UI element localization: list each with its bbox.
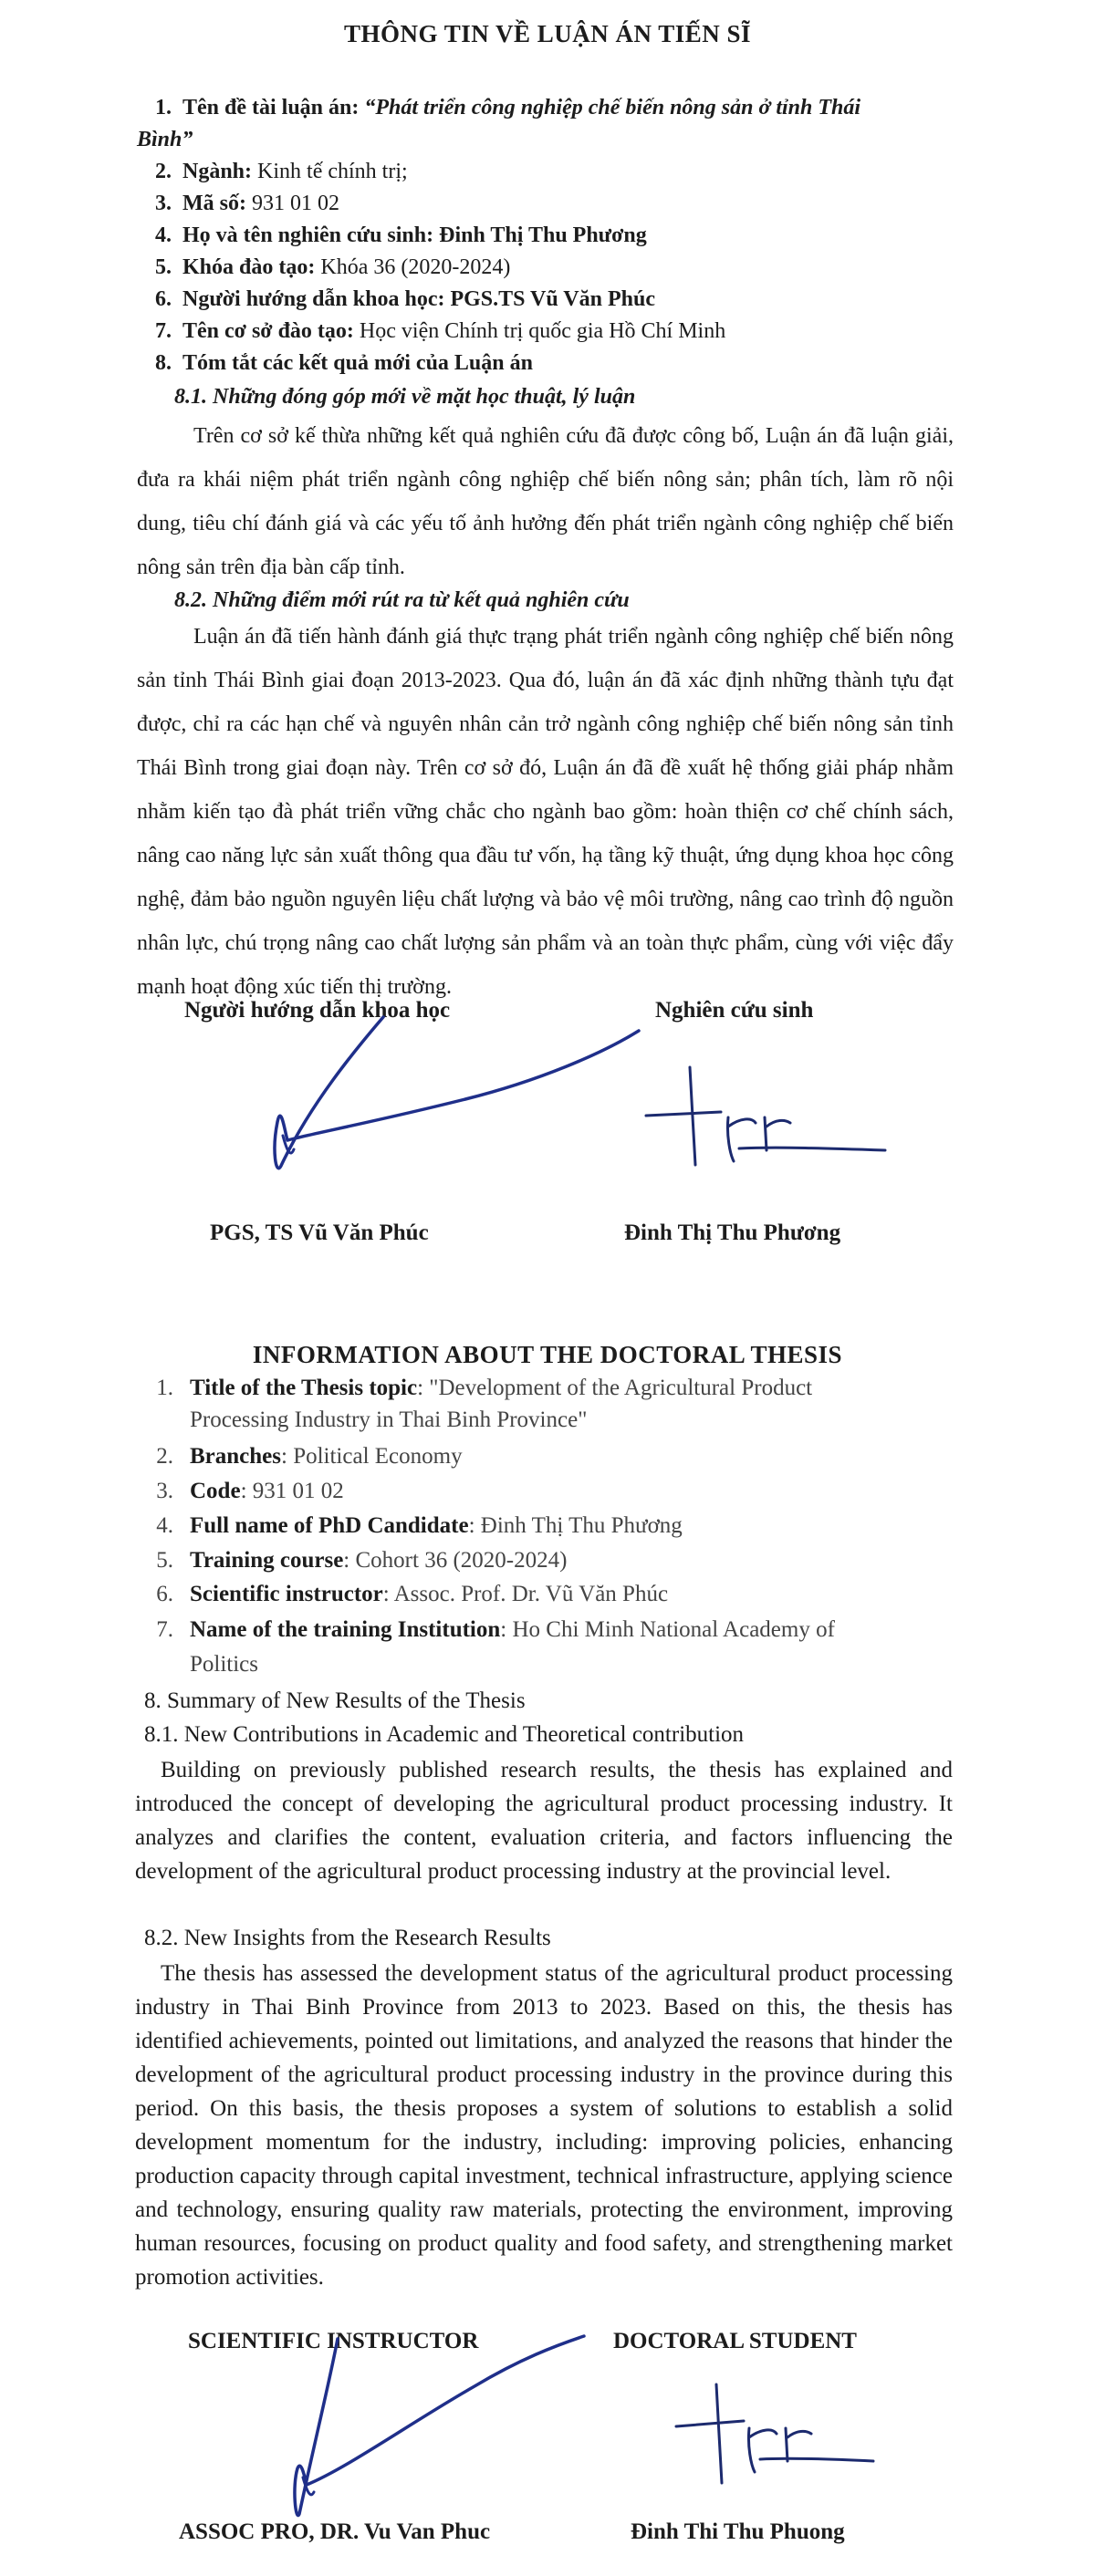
en-signature-right-title: DOCTORAL STUDENT (613, 2329, 857, 2353)
en-subheading-8-1: 8.1. New Contributions in Academic and Theoretical contribution (144, 1722, 745, 1747)
vi-signature-right-title: Nghiên cứu sinh (655, 998, 814, 1023)
en-paragraph-1: Building on previously published research results, the thesis has explained and introduced the concept of developing the agricultural product processing industry. It analyzes and clarifies the content, evaluation criteria, and factors influencing the development of the agricultural product processing industry at the provincial level. (135, 1758, 953, 1884)
en-item-1-cont: Processing Industry in Thai Binh Province" (190, 1407, 588, 1432)
signature-instructor (246, 1013, 657, 1186)
signature-instructor-copy (265, 2332, 593, 2523)
vi-signature-right-name: Đinh Thị Thu Phương (624, 1220, 841, 1245)
vi-heading: THÔNG TIN VỀ LUẬN ÁN TIẾN SĨ (343, 20, 752, 47)
signature-candidate-copy (671, 2381, 881, 2490)
vi-paragraph-2: Luận án đã tiến hành đánh giá thực trạng phát triển ngành công nghiệp chế biến nông sản tỉnh Thái Bình giai đoạn 2013-2023. Qua đó, luận án đã xác định những thành tựu đạt được, chỉ ra các hạn chế và nguyên nhân cản trở ngành công nghiệp chế biến nông sản tỉnh Thái Bình trong giai đoạn này. Trên cơ sở đó, Luận án đã đề xuất hệ thống giải pháp nhằm nhằm kiến tạo đà phát triển vững chắc cho ngành bao gồm: hoàn thiện cơ chế chính sách, nâng cao năng lực sản xuất thông qua đầu tư vốn, hạ tầng kỹ thuật, ứng dụng khoa học công nghệ, đảm bảo nguồn nguyên liệu chất lượng và bảo vệ môi trường, nâng cao trình độ nguồn nhân lực, chú trọng nâng cao chất lượng sản phẩm và an toàn thực phẩm, cùng với việc đẩy mạnh hoạt động xúc tiến thị trường. (137, 625, 954, 999)
signature-candidate (639, 1063, 894, 1172)
vi-subheading-8-2: 8.2. Những điểm mới rút ra từ kết quả nghiên cứu (174, 588, 630, 612)
en-item-8: 8. Summary of New Results of the Thesis (144, 1688, 526, 1713)
vi-subheading-8-1: 8.1. Những đóng góp mới về mặt học thuật, lý luận (174, 385, 636, 409)
en-item-7-cont: Politics (190, 1652, 259, 1677)
en-subheading-8-2: 8.2. New Insights from the Research Results (144, 1926, 551, 1950)
en-signature-left-title: SCIENTIFIC INSTRUCTOR (188, 2329, 479, 2353)
en-signature-right-name: Đinh Thi Thu Phuong (631, 2519, 845, 2544)
vi-paragraph-1: Trên cơ sở kế thừa những kết quả nghiên cứu đã được công bố, Luận án đã luận giải, đưa ra khái niệm phát triển ngành công nghiệp chế biến nông sản; phân tích, làm rõ nội dung, tiêu chí đánh giá và các yếu tố ảnh hưởng đến phát triển ngành công nghiệp chế biến nông sản trên địa bàn cấp tỉnh. (137, 424, 954, 579)
en-signature-left-name: ASSOC PRO, DR. Vu Van Phuc (179, 2519, 491, 2544)
vi-item-1-cont: Bình” (137, 128, 193, 151)
en-heading: INFORMATION ABOUT THE DOCTORAL THESIS (252, 1341, 843, 1368)
en-paragraph-2: The thesis has assessed the development status of the agricultural product processing industry in Thai Binh Province from 2013 to 2023. Based on this, the thesis has identified achievements, pointed out limitations, and analyzed the reasons that hinder the development of the agricultural product processing industry in the province during this period. On this basis, the thesis proposes a system of solutions to establish a solid development momentum for the industry, including: improving policies, enhancing production capacity through capital investment, technical infrastructure, applying science and technology, ensuring quality raw materials, protecting the environment, improving human resources, focusing on product quality and food safety, and strengthening market promotion activities. (135, 1961, 953, 2290)
document-page: THÔNG TIN VỀ LUẬN ÁN TIẾN SĨ 1. Tên đề tài luận án: “Phát triển công nghiệp chế biến nông sản ở tỉnh Thái Bình” 2. Ngành: Kinh tế chính trị; 3. Mã số: 931 01 02 4. Họ và tên nghiên cứu sinh: Đinh Thị Thu Phương 5. Khóa đào tạo: Khóa 36 (2020-2024) 6. Người hướng dẫn khoa học: PGS.TS Vũ Văn Phúc 7. Tên cơ sở đào tạo: Học viện Chính trị quốc gia Hồ Chí Minh 8. Tóm tắt các kết quả mới của Luận án 8.1. Những đóng góp mới về mặt học thuật, lý luận Trên cơ sở kế thừa những kết quả nghiên cứu đã được công bố, Luận án đã luận giải, đưa ra khái niệm phát triển ngành công nghiệp chế biến nông sản; phân tích, làm rõ nội dung, tiêu chí đánh giá và các yếu tố ảnh hưởng đến phát triển ngành công nghiệp chế biến nông sản trên địa bàn cấp tỉnh. 8.2. Những điểm mới rút ra từ kết quả nghiên cứu Luận án đã tiến hành đánh giá thực trạng phát triển ngành công nghiệp chế biến nông sản tỉnh Thái Bình giai đoạn 2013-2023. Qua đó, luận án đã xác định những thành tựu đạt được, chỉ ra các hạn chế và nguyên nhân cản trở ngành công nghiệp chế biến nông sản tỉnh Thái Bình trong giai đoạn này. Trên cơ sở đó, Luận án đã đề xuất hệ thống giải pháp nhằm nhằm kiến tạo đà phát triển vững chắc cho ngành bao gồm: hoàn thiện cơ chế chính sách, nâng cao năng lực sản xuất thông qua đầu tư vốn, hạ tầng kỹ thuật, ứng dụng khoa học công nghệ, đảm bảo nguồn nguyên liệu chất lượng và bảo vệ môi trường, nâng cao trình độ nguồn nhân lực, chú trọng nâng cao chất lượng sản phẩm và an toàn thực phẩm, cùng với việc đẩy mạnh hoạt động xúc tiến thị trường. Người hướng dẫn khoa học Nghiên cứu sinh PGS, TS Vũ Văn Phúc Đinh Thị Thu Phương INFORMATION ABOUT THE DOCTORAL THESIS 1. Title of the Thesis topic: "Development of the Agricultural Product Processing Industry in Thai Binh Province" 2. Branches: Political Economy 3. Code: 931 01 02 4. Full name of PhD Candidate: Đinh Thị Thu Phương 5. Training course: Cohort 36 (2020-2024) 6. Scientific instructor: Assoc. Prof. Dr. Vũ Văn Phúc 7. Name of the training Institution: Ho Chi Minh National Academy of Politics 8. Summary of New Results of the Thesis 8.1. New Contributions in Academic and Theoretical contribution Building on previously published research results, the thesis has explained and introduced the concept of developing the agricultural product processing industry. It analyzes and clarifies the content, evaluation criteria, and factors influencing the development of the agricultural product processing industry at the provincial level. 8.2. New Insights from the Research Results The thesis has assessed the development status of the agricultural product processing industry in Thai Binh Province from 2013 to 2023. Based on this, the thesis has identified achievements, pointed out limitations, and analyzed the reasons that hinder the development of the agricultural product processing industry in the province during this period. On this basis, the thesis proposes a system of solutions to establish a solid development momentum for the industry, including: improving policies, enhancing production capacity through capital investment, technical infrastructure, applying science and technology, ensuring quality raw materials, protecting the environment, improving human resources, focusing on product quality and food safety, and strengthening market promotion activities. SCIENTIFIC INSTRUCTOR DOCTORAL STUDENT ASSOC PRO, DR. Vu Van Phuc Đinh Thi Thu Phuong (0, 0, 1095, 2576)
vi-signature-left-title: Người hướng dẫn khoa học (184, 998, 451, 1023)
vi-signature-left-name: PGS, TS Vũ Văn Phúc (210, 1220, 429, 1245)
